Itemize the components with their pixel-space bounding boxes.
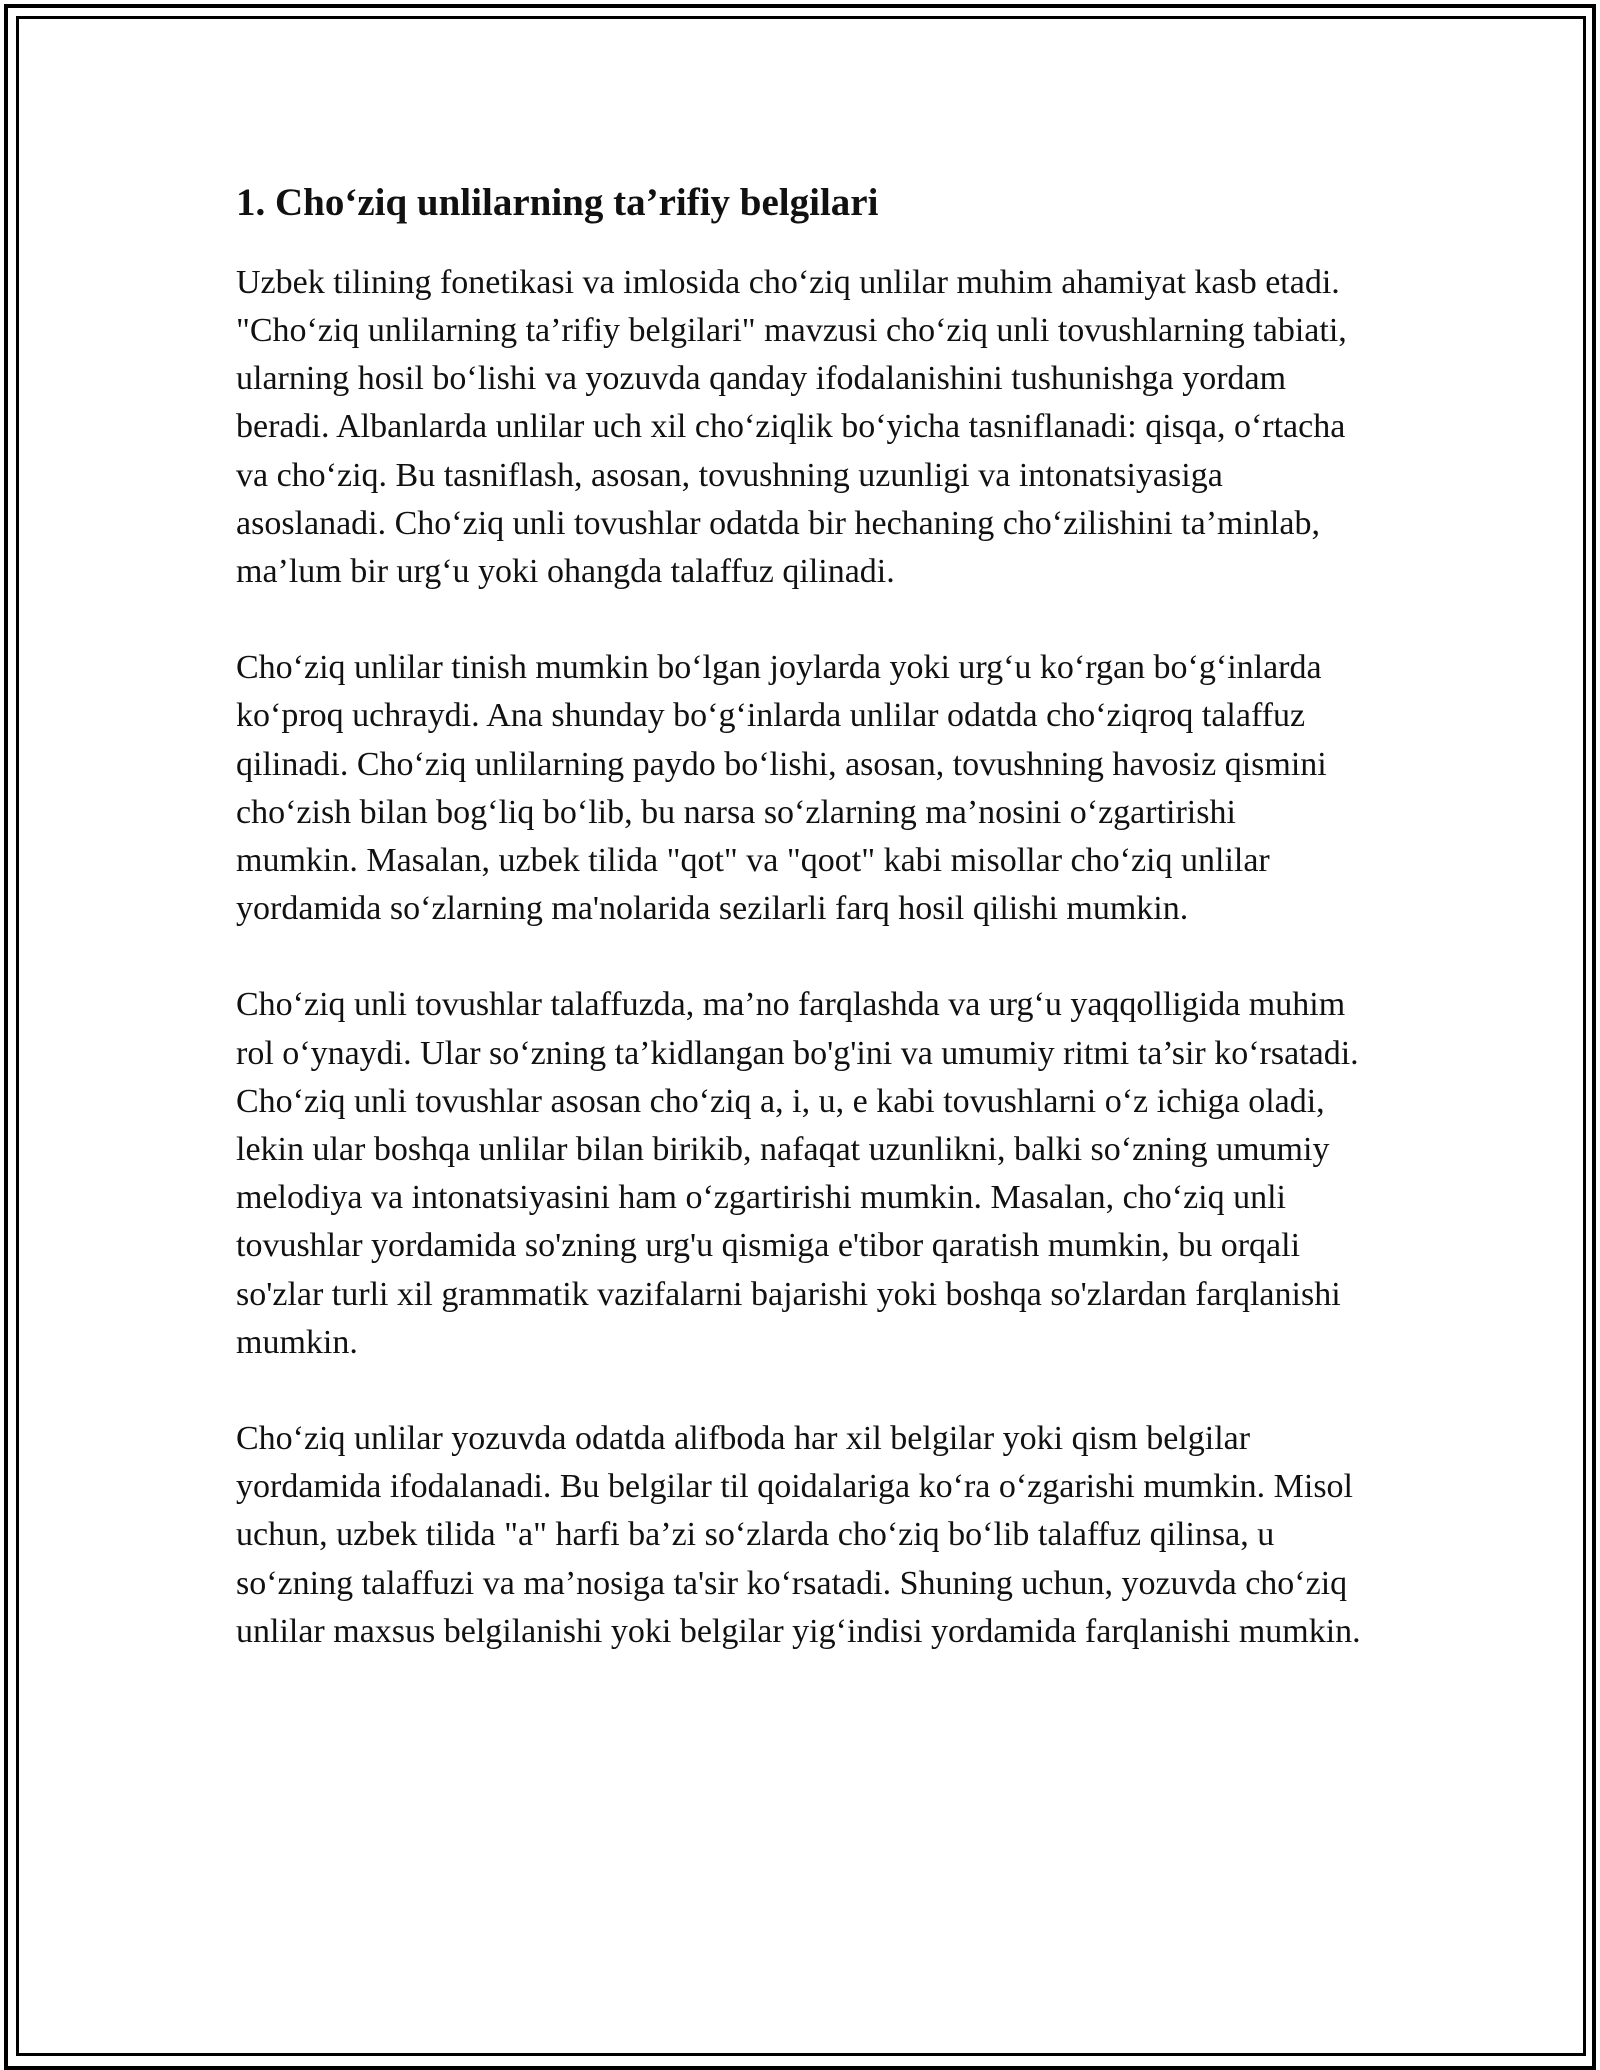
section-title: 1. Cho‘ziq unlilarning ta’rifiy belgilari [236, 181, 879, 224]
paragraph-2: Cho‘ziq unlilar tinish mumkin bo‘lgan joylarda yoki urg‘u ko‘rgan bo‘g‘inlarda ko‘proq uchraydi. Ana shunday bo‘g‘inlarda unlilar odatda cho‘ziqroq talaffuz qilinadi. Cho‘ziq unlilarning paydo bo‘lishi, asosan, tovushning havosiz qismini cho‘zish bilan bog‘liq bo‘lib, bu narsa so‘zlarning ma’nosini o‘zgartirishi mumkin. Masalan, uzbek tilida "qot" va "qoot" kabi misollar cho‘ziq unlilar yordamida so‘zlarning ma'nolarida sezilarli farq hosil qilishi mumkin. [236, 649, 1327, 928]
paragraph-1: Uzbek tilining fonetikasi va imlosida cho‘ziq unlilar muhim ahamiyat kasb etadi. "Cho‘ziq unlilarning ta’rifiy belgilari" mavzusi cho‘ziq unli tovushlarning tabiati, ularning hosil bo‘lishi va yozuvda qanday ifodalanishini tushunishga yordam beradi. Albanlarda unlilar uch xil cho‘ziqlik bo‘yicha tasniflanadi: qisqa, o‘rtacha va cho‘ziq. Bu tasniflash, asosan, tovushning uzunligi va intonatsiyasiga asoslanadi. Cho‘ziq unli tovushlar odatda bir hechaning cho‘zilishini ta’minlab, ma’lum bir urg‘u yoki ohangda talaffuz qilinadi. [236, 263, 1347, 591]
paragraph-4: Cho‘ziq unlilar yozuvda odatda alifboda har xil belgilar yoki qism belgilar yordamida ifodalanadi. Bu belgilar til qoidalariga ko‘ra o‘zgarishi mumkin. Misol uchun, uzbek tilida "a" harfi ba’zi so‘zlarda cho‘ziq bo‘lib talaffuz qilinsa, u so‘zning talaffuzi va ma’nosiga ta'sir ko‘rsatadi. Shuning uchun, yozuvda cho‘ziq unlilar maxsus belgilanishi yoki belgilar yig‘indisi yordamida farqlanishi mumkin. [236, 1420, 1361, 1650]
paragraph-3: Cho‘ziq unli tovushlar talaffuzda, ma’no farqlashda va urg‘u yaqqolligida muhim rol o‘ynaydi. Ular so‘zning ta’kidlangan bo'g'ini va umumiy ritmi ta’sir ko‘rsatadi. Cho‘ziq unli tovushlar asosan cho‘ziq a, i, u, e kabi tovushlarni o‘z ichiga oladi, lekin ular boshqa unlilar bilan birikib, nafaqat uzunlikni, balki so‘zning umumiy melodiya va intonatsiyasini ham o‘zgartirishi mumkin. Masalan, cho‘ziq unli tovushlar yordamida so'zning urg'u qismiga e'tibor qaratish mumkin, bu orqali so'zlar turli xil grammatik vazifalarni bajarishi yoki boshqa so'zlardan farqlanishi mumkin. [236, 986, 1359, 1361]
document-body [236, 180, 1366, 1704]
